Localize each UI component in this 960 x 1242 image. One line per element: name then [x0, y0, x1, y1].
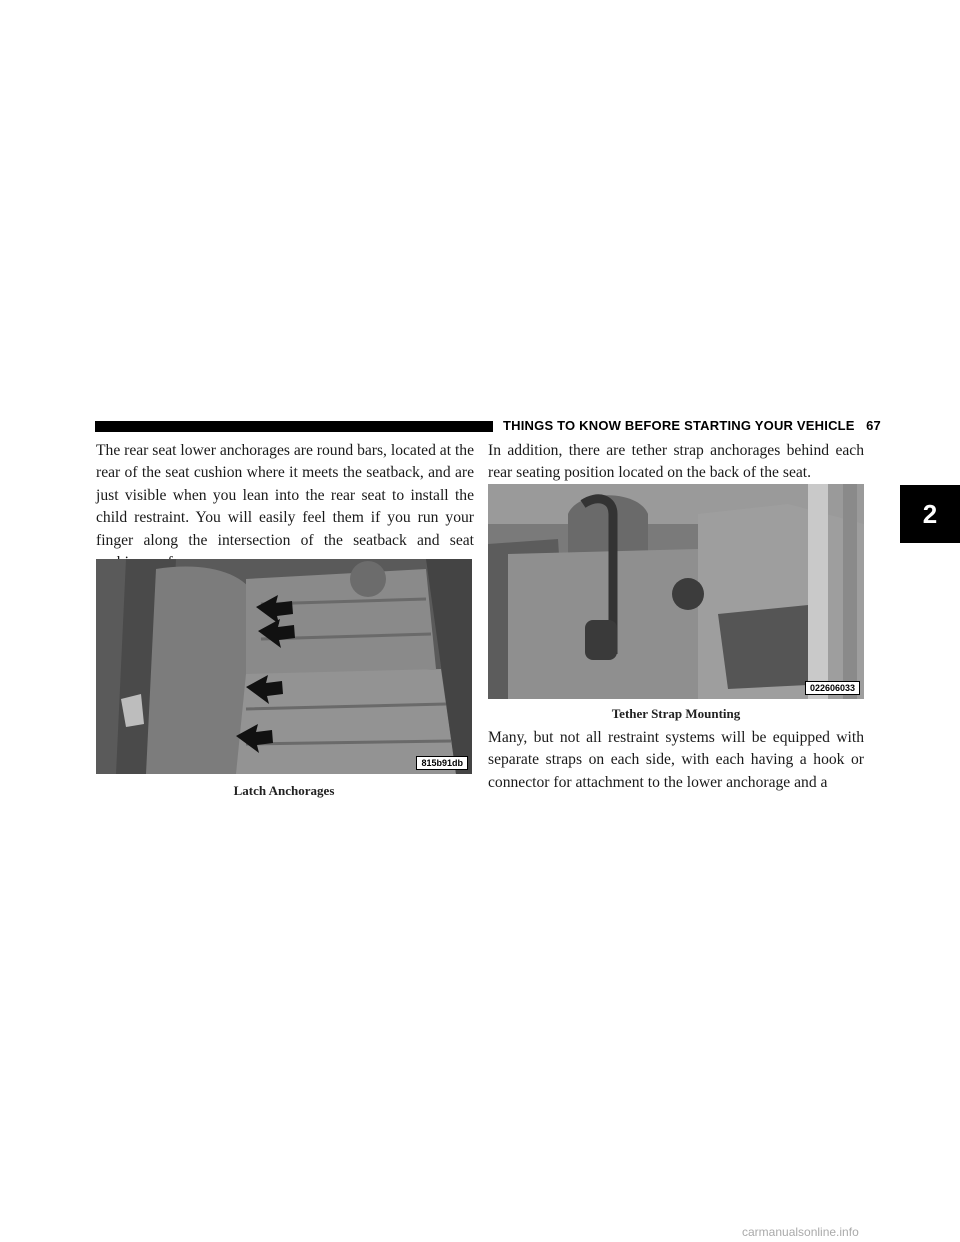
figure-caption: Latch Anchorages — [233, 783, 335, 798]
page-header — [503, 418, 881, 433]
figure-code: 815b91db — [416, 756, 468, 770]
page-number: 67 — [866, 418, 881, 433]
paragraph-restraint-straps: Many, but not all restraint systems will be equipped with separate straps on each side, with each having a hook or connector for attachment to the lower anchorage and a — [488, 729, 864, 791]
latch-anchorages-illustration — [96, 559, 472, 774]
chapter-tab: 2 — [900, 485, 960, 543]
tether-strap-illustration — [488, 484, 864, 699]
section-title: THINGS TO KNOW BEFORE STARTING YOUR VEHICLE — [503, 418, 855, 433]
header-rule — [95, 421, 493, 432]
tether-anchor — [585, 620, 617, 660]
figure-tether-strap-mounting — [488, 484, 864, 699]
paragraph-tether-anchorages: In addition, there are tether strap anchorages behind each rear seating position located on the back of the seat. — [488, 442, 864, 482]
paragraph-lower-anchorages: The rear seat lower anchorages are round bars, located at the rear of the seat cushion where it meets the seatback, and are just visible when you lean into the rear seat to install the child restraint. You will easily feel them if you run your finger along the intersection of the seatback and seat — [96, 442, 474, 549]
figure-caption: Tether Strap Mounting — [611, 706, 741, 721]
figure-code: 022606033 — [805, 681, 860, 695]
watermark: carmanualsonline.info — [742, 1225, 859, 1239]
figure-latch-anchorages — [96, 559, 472, 774]
